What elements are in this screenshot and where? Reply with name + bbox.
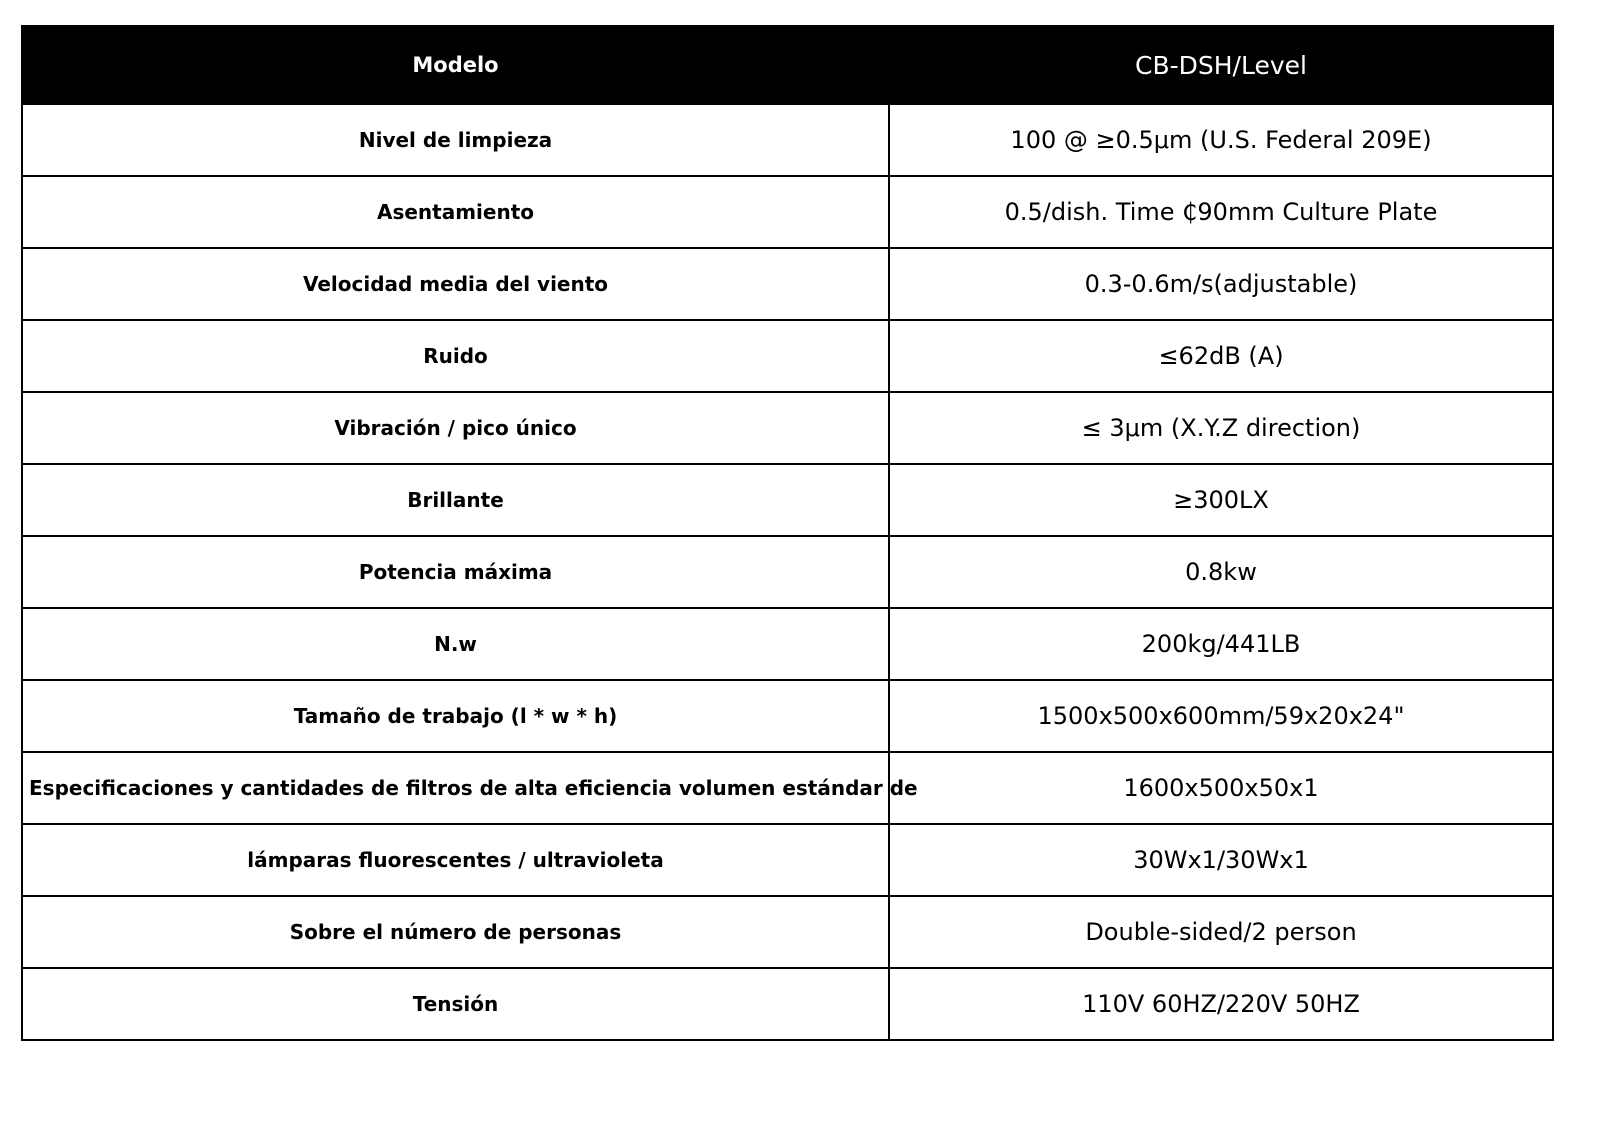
- table-row: [22, 896, 1553, 968]
- table-header-row: [22, 26, 1553, 104]
- row-key-cleanliness: Nivel de limpieza: [22, 104, 889, 176]
- row-key-vibration: Vibración / pico único: [22, 392, 889, 464]
- row-key-max-power: Potencia máxima: [22, 536, 889, 608]
- row-value-vibration: ≤ 3μm (X.Y.Z direction): [889, 392, 1553, 464]
- row-key-wind-speed: Velocidad media del viento: [22, 248, 889, 320]
- row-key-lamps: lámparas fluorescentes / ultravioleta: [22, 824, 889, 896]
- row-value-cleanliness: 100 @ ≥0.5μm (U.S. Federal 209E): [889, 104, 1553, 176]
- row-value-lamps: 30Wx1/30Wx1: [889, 824, 1553, 896]
- row-value-noise: ≤62dB (A): [889, 320, 1553, 392]
- table-row: [22, 680, 1553, 752]
- row-value-max-power: 0.8kw: [889, 536, 1553, 608]
- header-value: CB-DSH/Level: [889, 26, 1553, 104]
- table-row: [22, 392, 1553, 464]
- row-key-persons: Sobre el número de personas: [22, 896, 889, 968]
- table-row: [22, 248, 1553, 320]
- row-value-settlement: 0.5/dish. Time ₵90mm Culture Plate: [889, 176, 1553, 248]
- table-row: [22, 464, 1553, 536]
- row-value-work-size: 1500x500x600mm/59x20x24": [889, 680, 1553, 752]
- table-row: [22, 176, 1553, 248]
- row-key-settlement: Asentamiento: [22, 176, 889, 248]
- row-value-wind-speed: 0.3-0.6m/s(adjustable): [889, 248, 1553, 320]
- table-row: [22, 320, 1553, 392]
- row-key-net-weight: N.w: [22, 608, 889, 680]
- table-row: [22, 608, 1553, 680]
- table-row: [22, 824, 1553, 896]
- table-row: [22, 968, 1553, 1040]
- row-key-work-size: Tamaño de trabajo (l * w * h): [22, 680, 889, 752]
- row-value-net-weight: 200kg/441LB: [889, 608, 1553, 680]
- row-value-brightness: ≥300LX: [889, 464, 1553, 536]
- table-row: [22, 752, 1553, 824]
- header-key: Modelo: [22, 26, 889, 104]
- row-key-brightness: Brillante: [22, 464, 889, 536]
- table-row: [22, 104, 1553, 176]
- table-row: [22, 536, 1553, 608]
- spec-table: [21, 25, 1554, 1041]
- row-value-filter-specs: 1600x500x50x1: [889, 752, 1553, 824]
- row-key-noise: Ruido: [22, 320, 889, 392]
- row-value-persons: Double-sided/2 person: [889, 896, 1553, 968]
- row-key-filter-specs: Especificaciones y cantidades de filtros de alta eficiencia volumen estándar de: [22, 752, 889, 824]
- row-value-voltage: 110V 60HZ/220V 50HZ: [889, 968, 1553, 1040]
- row-key-voltage: Tensión: [22, 968, 889, 1040]
